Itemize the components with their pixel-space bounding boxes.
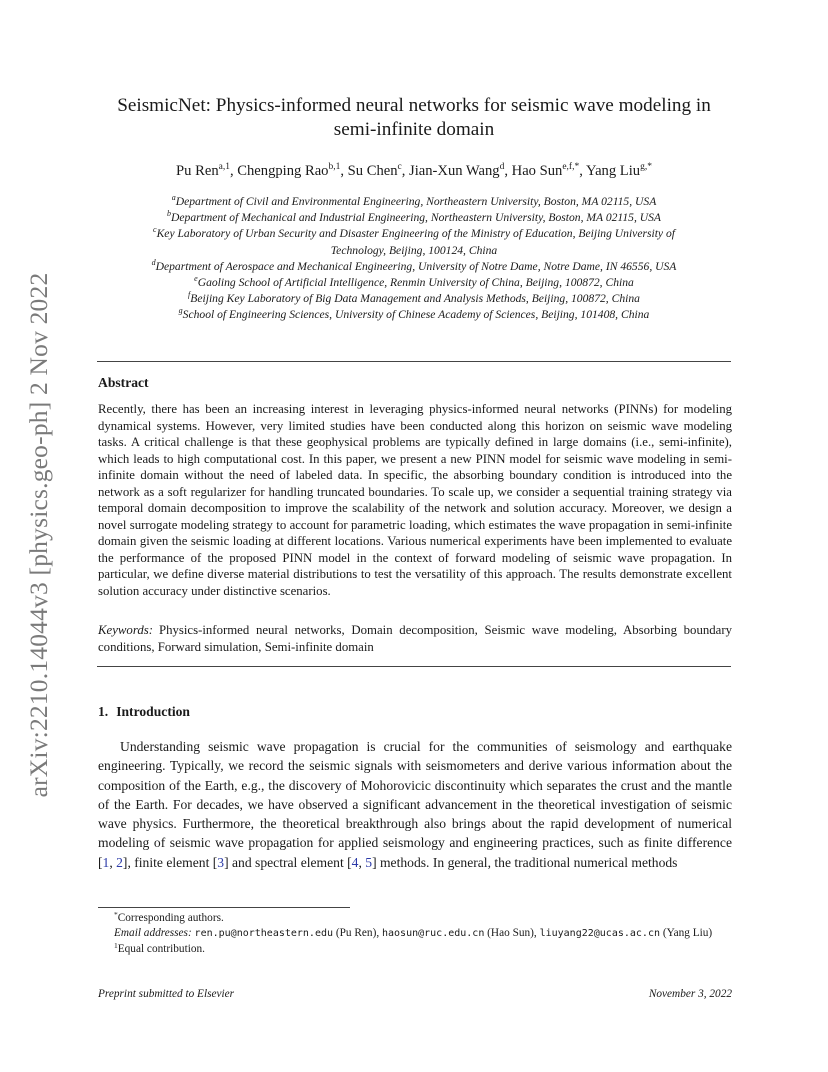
author-affiliation-mark: d xyxy=(499,162,505,172)
affiliation-mark: d xyxy=(151,257,156,267)
affiliation xyxy=(100,210,728,226)
affiliation-text: Beijing Key Laboratory of Big Data Management and Analysis Methods, Beijing, 100872, China xyxy=(190,292,640,306)
intro-text: , xyxy=(109,854,117,870)
abstract-text: Recently, there has been an increasing interest in leveraging physics-informed neural networks (PINNs) for modeling dynamical systems. However, very limited studies have been conducted along this horizon on seismic wave modeling tasks. A critical challenge is that these geophysical problems are typically defined in large domains (i.e., semi-infinite), which leads to high computational cost. In this paper, we present a new PINN model for seismic wave modeling in semi-infinite domain without the need of labeled data. In specific, the absorbing boundary condition is introduced into the network as a soft regularizer for handling truncated boundaries. To scale up, we consider a sequential training strategy via temporal domain decomposition to improve the scalability of the network and solution accuracy. Moreover, we design a novel surrogate modeling strategy to account for parametric loading, which estimates the wave propagation in semi-infinite domain given the seismic loading at different locations. Various numerical experiments have been implemented to evaluate the performance of the proposed PINN model in the context of forward modeling of seismic wave propagation. In particular, we define diverse material distributions to test the versatility of this approach. The results demonstrate excellent solution accuracy under distinctive scenarios. xyxy=(98,402,732,599)
affiliation xyxy=(100,259,728,275)
affiliation-mark: g xyxy=(178,306,183,316)
affiliation-text: Technology, Beijing, 100124, China xyxy=(330,243,498,257)
affiliation xyxy=(100,194,728,210)
title-line-1: SeismicNet: Physics-informed neural networks for seismic wave modeling in xyxy=(117,95,711,116)
paper-title xyxy=(96,94,732,142)
affiliation xyxy=(100,307,728,323)
author-separator: , xyxy=(504,163,512,179)
footnote-emails xyxy=(98,926,732,941)
citation-link[interactable]: 1 xyxy=(102,854,110,870)
author-name: Hao Sun xyxy=(511,163,563,179)
arxiv-identifier-text: arXiv:2210.14044v3 [physics.geo-ph] 2 Nov 2022 xyxy=(24,272,53,798)
intro-text: , xyxy=(358,854,366,870)
title-line-2: semi-infinite domain xyxy=(333,119,495,140)
footnote-equal xyxy=(98,942,732,957)
section-heading-introduction xyxy=(98,704,190,720)
author-separator: , xyxy=(579,163,586,179)
email-owner: (Hao Sun), xyxy=(484,927,540,940)
author-name: Pu Ren xyxy=(176,163,219,179)
author-name: Chengping Rao xyxy=(237,163,329,179)
footer-preprint: Preprint submitted to Elsevier xyxy=(98,988,235,1000)
footnote-corr-mark: * xyxy=(114,910,118,919)
introduction-paragraph xyxy=(98,737,732,872)
author-name: Jian-Xun Wang xyxy=(409,163,500,179)
author-separator: , xyxy=(401,163,410,179)
author-affiliation-mark: c xyxy=(397,162,402,172)
keywords xyxy=(98,622,732,655)
keywords-text: Physics-informed neural networks, Domain decomposition, Seismic wave modeling, Absorbing boundary conditions, Forward simulation, Semi-infinite domain xyxy=(98,623,732,654)
footnote-equal-mark: 1 xyxy=(114,940,118,950)
author-separator: , xyxy=(340,163,348,179)
affiliation-mark: b xyxy=(167,209,171,219)
email-address[interactable]: liuyang22@ucas.ac.cn xyxy=(539,928,660,940)
citation-link[interactable]: 2 xyxy=(116,854,123,870)
affiliation-mark: f xyxy=(188,290,191,300)
abstract-heading: Abstract xyxy=(98,375,149,390)
email-address[interactable]: haosun@ruc.edu.cn xyxy=(381,928,485,940)
affiliation-text: Department of Aerospace and Mechanical Engineering, University of Notre Dame, Notre Dame, IN 46556, USA xyxy=(155,259,677,273)
affiliation-list xyxy=(100,194,728,324)
author-separator: , xyxy=(229,163,238,179)
citation-link[interactable]: 5 xyxy=(365,854,373,870)
page-footer xyxy=(98,988,732,1000)
email-address[interactable]: ren.pu@northeastern.edu xyxy=(194,928,334,940)
intro-text: ] and spectral element [ xyxy=(224,854,352,870)
footnote-corr-text: Corresponding authors. xyxy=(117,912,224,924)
arxiv-identifier xyxy=(16,250,62,820)
affiliation xyxy=(100,226,728,242)
keywords-label: Keywords: xyxy=(98,623,153,637)
section-title: Introduction xyxy=(116,704,190,719)
top-divider xyxy=(97,361,731,362)
intro-text: ], finite element [ xyxy=(122,854,218,870)
email-owner: (Pu Ren), xyxy=(333,927,382,940)
affiliation-mark: c xyxy=(153,225,157,235)
affiliation xyxy=(100,243,728,259)
footnote-corresponding xyxy=(98,911,732,926)
author-name: Su Chen xyxy=(347,163,398,179)
section-number: 1. xyxy=(98,704,109,719)
author-list xyxy=(96,162,732,180)
affiliation-text: Department of Civil and Environmental Engineering, Northeastern University, Boston, MA 02115, USA xyxy=(175,195,657,208)
affiliation-text: Key Laboratory of Urban Security and Disaster Engineering of the Ministry of Education, Beijing University of xyxy=(156,227,675,241)
footer-date: November 3, 2022 xyxy=(648,988,732,1000)
author-affiliation-mark: a,1 xyxy=(218,162,230,172)
author-affiliation-mark: e,f,* xyxy=(562,162,580,172)
footnote-equal-text: Equal contribution. xyxy=(117,942,205,955)
citation-link[interactable]: 3 xyxy=(217,854,225,870)
intro-text: ] methods. In general, the traditional numerical methods xyxy=(372,854,678,870)
affiliation xyxy=(100,291,728,307)
email-owner: (Yang Liu) xyxy=(660,927,713,940)
author-name: Yang Liu xyxy=(586,163,641,179)
intro-text: Understanding seismic wave propagation is crucial for the communities of seismology and earthquake engineering. Typically, we record the seismic signals with seismometers and derive various information about the composition of the Earth, e.g., the discovery of Mohorovicic discontinuity which separates the crust and the mantle of the Earth. For decades, we have observed a significant advancement in the theoretical investigation of seismic wave physics. Furthermore, the theoretical breakthrough also brings about the rapid development of numerical modeling of seismic wave propagation for applied seismology and engineering practices, such as finite difference [ xyxy=(98,739,732,870)
author-affiliation-mark: b,1 xyxy=(328,162,341,172)
affiliation-text: Gaoling School of Artificial Intelligence, Renmin University of China, Beijing, 100872, China xyxy=(197,276,634,290)
author-affiliation-mark: g,* xyxy=(640,162,652,172)
affiliation xyxy=(100,275,728,291)
affiliation-text: School of Engineering Sciences, University of Chinese Academy of Sciences, Beijing, 101408, China xyxy=(182,308,650,322)
citation-link[interactable]: 4 xyxy=(351,854,359,870)
affiliation-mark: e xyxy=(194,274,198,284)
email-label: Email addresses: xyxy=(114,927,192,940)
affiliation-text: Department of Mechanical and Industrial Engineering, Northeastern University, Boston, MA 02115, USA xyxy=(171,211,661,225)
bottom-divider xyxy=(97,666,731,667)
footnote-divider xyxy=(98,907,350,908)
footnotes xyxy=(98,911,732,957)
affiliation-mark: a xyxy=(171,193,176,202)
